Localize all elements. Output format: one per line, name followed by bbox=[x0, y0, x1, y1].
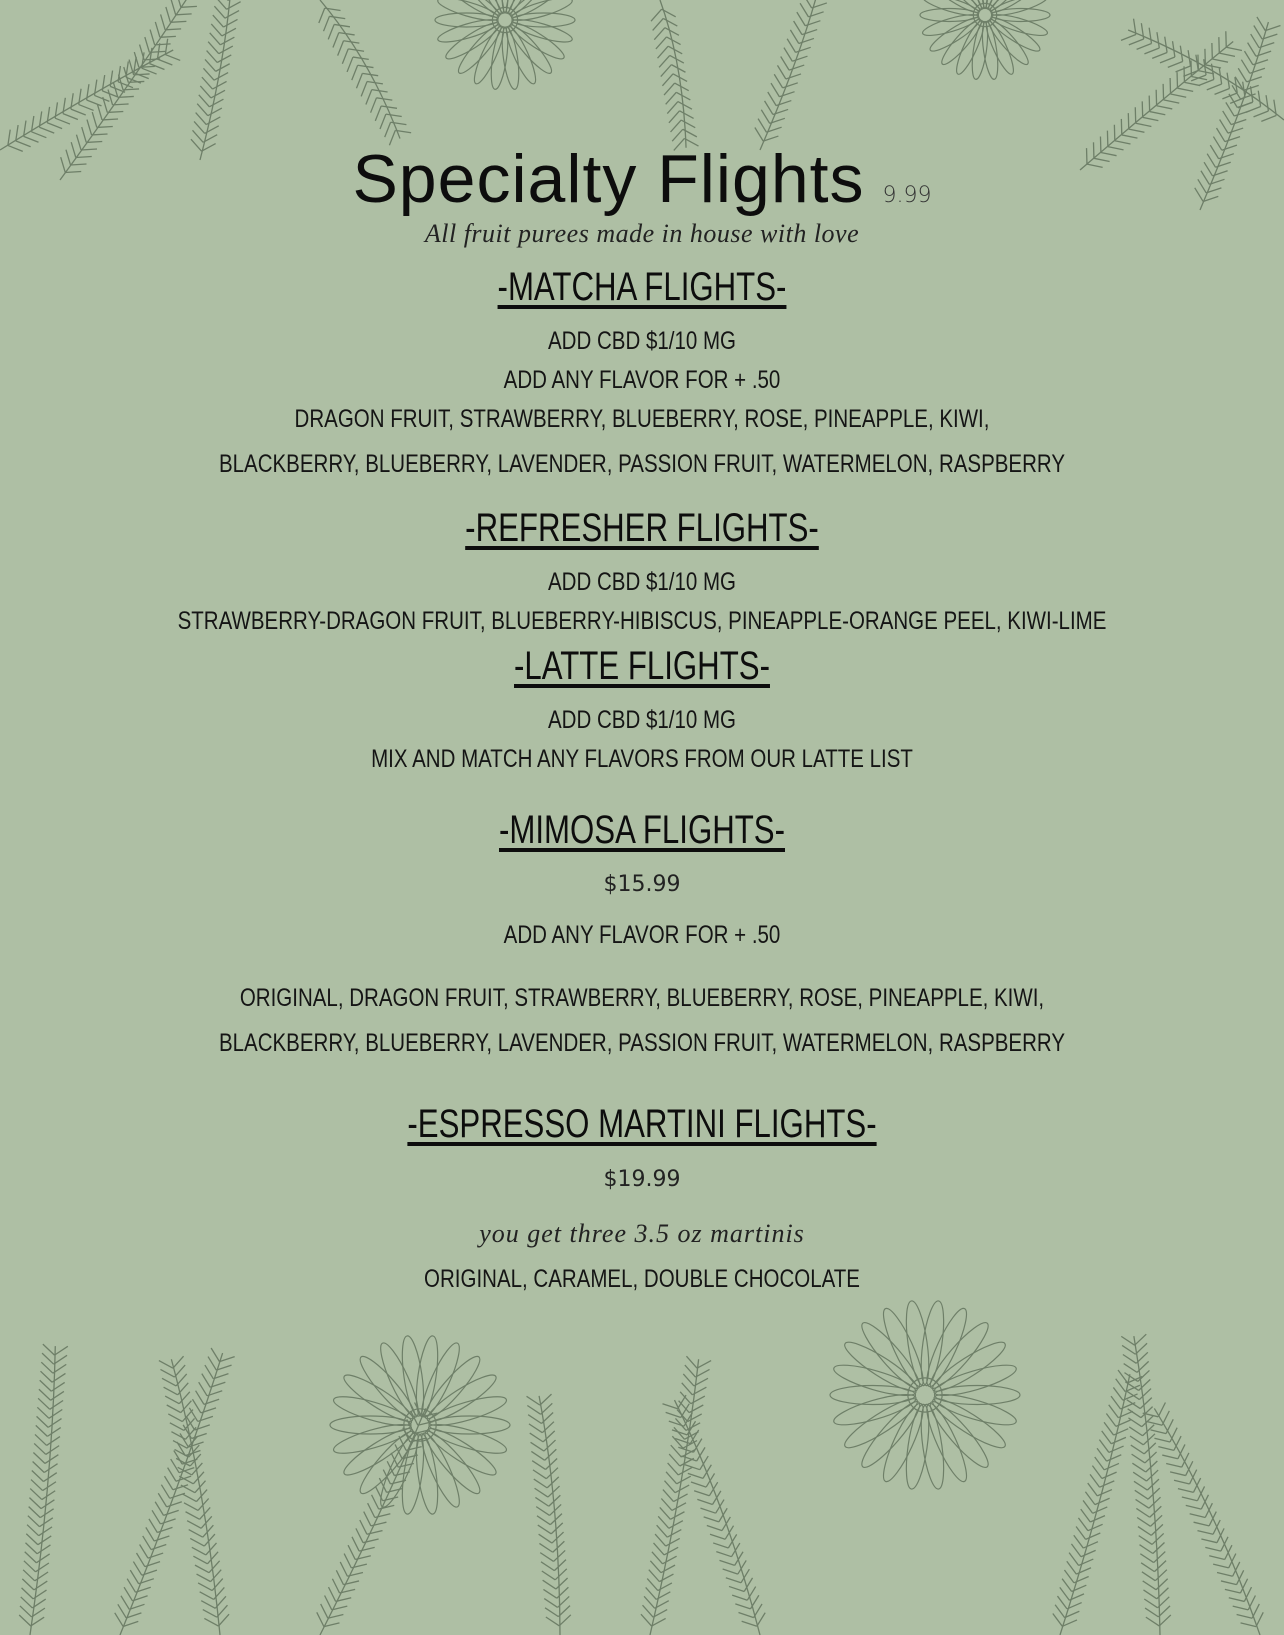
daisy-icon bbox=[920, 0, 1050, 80]
matcha-flavors-2: BLACKBERRY, BLUEBERRY, LAVENDER, PASSION FRUIT, WATERMELON, RASPBERRY bbox=[218, 450, 1066, 478]
leaf-sprig-icon bbox=[319, 0, 411, 145]
espresso-note: you get three 3.5 oz martinis bbox=[479, 1219, 805, 1248]
subtitle: All fruit purees made in house with love bbox=[424, 219, 860, 248]
leaf-sprig-icon bbox=[115, 1348, 235, 1635]
floral-decoration-bottom bbox=[0, 1275, 1284, 1635]
refresher-flavors: STRAWBERRY-DRAGON FRUIT, BLUEBERRY-HIBISCUS, PINEAPPLE-ORANGE PEEL, KIWI-LIME bbox=[177, 607, 1107, 635]
refresher-heading: -REFRESHER FLIGHTS- bbox=[465, 506, 819, 550]
daisy-icon bbox=[330, 1335, 510, 1516]
leaf-sprig-icon bbox=[662, 1395, 765, 1635]
mimosa-flavor-line: ADD ANY FLAVOR FOR + .50 bbox=[503, 921, 781, 949]
daisy-icon bbox=[435, 0, 575, 90]
matcha-flavor-line: ADD ANY FLAVOR FOR + .50 bbox=[503, 366, 781, 394]
leaf-sprig-icon bbox=[1143, 1403, 1264, 1635]
leaf-sprig-icon bbox=[159, 1356, 229, 1635]
mimosa-flavors-2: BLACKBERRY, BLUEBERRY, LAVENDER, PASSION FRUIT, WATERMELON, RASPBERRY bbox=[218, 1029, 1066, 1057]
title-row bbox=[0, 140, 1284, 218]
leaf-sprig-icon bbox=[527, 1394, 571, 1635]
espresso-price: $19.99 bbox=[603, 1167, 681, 1192]
leaf-sprig-icon bbox=[19, 1344, 68, 1635]
latte-mix-line: MIX AND MATCH ANY FLAVORS FROM OUR LATTE LIST bbox=[371, 745, 913, 773]
leaf-sprig-icon bbox=[1121, 1334, 1171, 1635]
mimosa-price: $15.99 bbox=[603, 872, 681, 897]
leaf-sprig-icon bbox=[1121, 19, 1284, 122]
leaf-sprig-icon bbox=[755, 0, 830, 150]
page-title: Specialty Flights bbox=[352, 141, 865, 217]
daisy-icon bbox=[830, 1300, 1020, 1491]
leaf-sprig-icon bbox=[191, 0, 244, 160]
mimosa-heading: -MIMOSA FLIGHTS- bbox=[498, 808, 786, 852]
leaf-sprig-icon bbox=[0, 39, 180, 152]
title-price: 9.99 bbox=[882, 183, 932, 208]
refresher-cbd-line: ADD CBD $1/10 MG bbox=[548, 568, 736, 596]
espresso-heading: -ESPRESSO MARTINI FLIGHTS- bbox=[407, 1102, 877, 1146]
latte-heading: -LATTE FLIGHTS- bbox=[514, 644, 770, 688]
matcha-flavors-1: DRAGON FRUIT, STRAWBERRY, BLUEBERRY, ROSE, PINEAPPLE, KIWI, bbox=[294, 405, 990, 433]
mimosa-flavors-1: ORIGINAL, DRAGON FRUIT, STRAWBERRY, BLUEBERRY, ROSE, PINEAPPLE, KIWI, bbox=[239, 984, 1045, 1012]
matcha-cbd-line: ADD CBD $1/10 MG bbox=[548, 327, 736, 355]
leaf-sprig-icon bbox=[651, 0, 698, 150]
latte-cbd-line: ADD CBD $1/10 MG bbox=[548, 706, 736, 734]
leaf-sprig-icon bbox=[1053, 1370, 1142, 1635]
leaf-sprig-icon bbox=[317, 1403, 438, 1635]
leaf-sprig-icon bbox=[641, 1356, 711, 1635]
matcha-heading: -MATCHA FLIGHTS- bbox=[497, 265, 787, 309]
espresso-flavors: ORIGINAL, CARAMEL, DOUBLE CHOCOLATE bbox=[424, 1265, 860, 1293]
